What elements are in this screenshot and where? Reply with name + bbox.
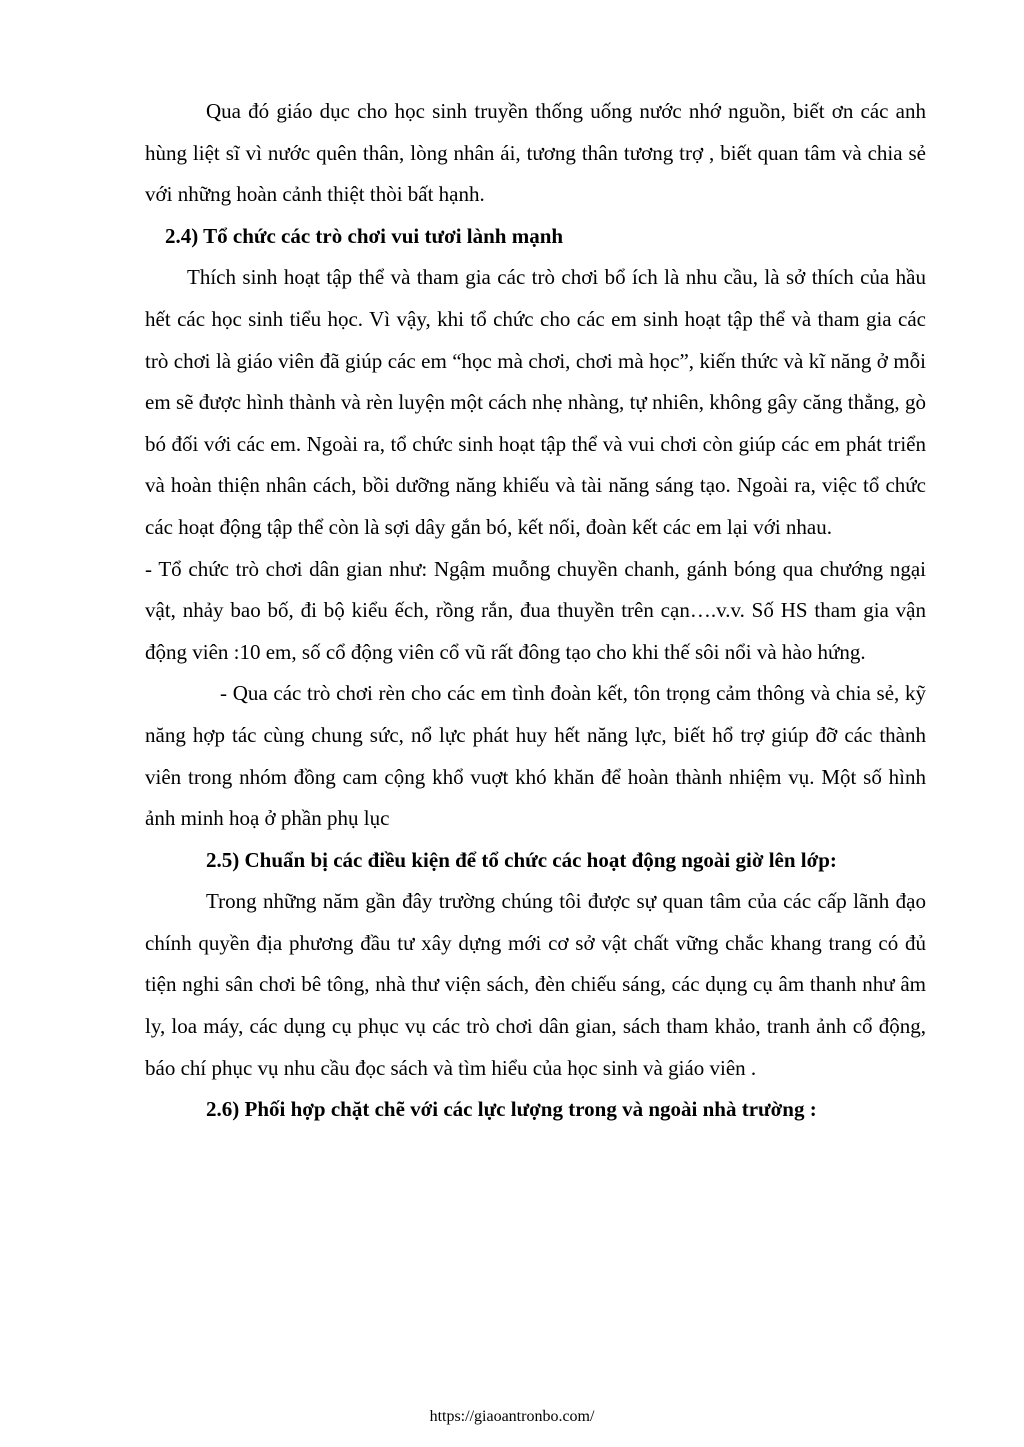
section-heading-2-5: 2.5) Chuẩn bị các điều kiện để tổ chức các hoạt động ngoài giờ lên lớp: [206, 847, 837, 872]
body-paragraph: - Tổ chức trò chơi dân gian như: Ngậm muỗng chuyền chanh, gánh bóng qua chướng ngại vật, nhảy bao bố, đi bộ kiểu ếch, rồng rắn, đua thuyền trên cạn….v.v. Số HS tham gia vận động viên :10 em, số cổ động viên cổ vũ rất đông tạo cho khi thế sôi nổi và hào hứng. [145, 556, 926, 664]
body-paragraph: Qua đó giáo dục cho học sinh truyền thống uống nước nhớ nguồn, biết ơn các anh hùng liệt sĩ vì nước quên thân, lòng nhân ái, tương thân tương trợ , biết quan tâm và chia sẻ với những hoàn cảnh thiệt thòi bất hạnh. [145, 99, 926, 207]
document-body [145, 91, 926, 1131]
body-paragraph: Trong những năm gần đây trường chúng tôi được sự quan tâm của các cấp lãnh đạo chính quyền địa phương đầu tư xây dựng mới cơ sở vật chất vững chắc khang trang có đủ tiện nghi sân chơi bê tông, nhà thư viện sách, đèn chiếu sáng, các dụng cụ âm thanh như âm ly, loa máy, các dụng cụ phục vụ các trò chơi dân gian, sách tham khảo, tranh ảnh cổ động, báo chí phục vụ nhu cầu đọc sách và tìm hiểu của học sinh và giáo viên . [145, 889, 926, 1080]
section-heading-2-4: 2.4) Tổ chức các trò chơi vui tươi lành mạnh [165, 223, 564, 248]
body-paragraph: - Qua các trò chơi rèn cho các em tình đoàn kết, tôn trọng cảm thông và chia sẻ, kỹ năng hợp tác cùng chung sức, nổ lực phát huy hết năng lực, biết hổ trợ giúp đỡ các thành viên trong nhóm đồng cam cộng khổ vuợt khó khăn để hoàn thành nhiệm vụ. Một số hình ảnh minh hoạ ở phần phụ lục [145, 681, 926, 831]
footer-url: https://giaoantronbo.com/ [429, 1408, 595, 1425]
section-heading-2-6: 2.6) Phối hợp chặt chẽ với các lực lượng trong và ngoài nhà trường : [206, 1097, 817, 1122]
body-paragraph: Thích sinh hoạt tập thể và tham gia các trò chơi bổ ích là nhu cầu, là sở thích của hầu hết các học sinh tiểu học. Vì vậy, khi tổ chức cho các em sinh hoạt tập thể và tham gia các trò chơi là giáo viên đã giúp các em “học mà chơi, chơi mà học”, kiến thức và kĩ năng ở mỗi em sẽ được hình thành và rèn luyện một cách nhẹ nhàng, tự nhiên, không gây căng thẳng, gò bó đối với các em. Ngoài ra, tổ chức sinh hoạt tập thể và vui chơi còn giúp các em phát triển và hoàn thiện nhân cách, bồi dưỡng năng khiếu và tài năng sáng tạo. Ngoài ra, việc tổ chức các hoạt động tập thể còn là sợi dây gắn bó, kết nối, đoàn kết các em lại với nhau. [145, 265, 926, 539]
